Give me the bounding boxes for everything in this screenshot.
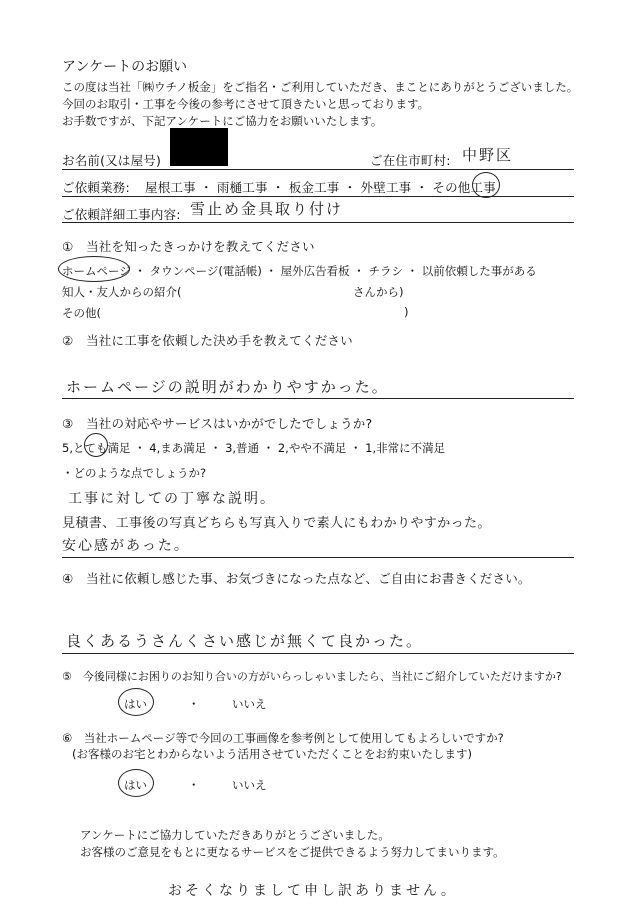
q3-scale: 5,とても満足 ・ 4,まあ満足 ・ 3,普通 ・ 2,やや不満足 ・ 1,非常に不満足 [62,441,446,455]
thanks-line-1: アンケートにご協力していただきありがとうございました。 [80,828,390,842]
intro-line-1: この度は当社「㈱ウチノ板金」をご指名・ご利用していただき、まことにありがとうございました。 [62,80,579,94]
q3-answer-line-2: 見積書、工事後の写真どちらも写真入りで素人にもわかりやすかった。 [62,516,491,531]
q1-referral-suffix: さんから) [353,285,404,299]
q5-question: ⑤ 今後同様にお困りのお知り合いの方がいらっしゃいましたら、当社にご紹介していただけますか? [62,670,562,683]
detail-underline [62,222,574,223]
name-label: お名前(又は屋号) [62,153,162,168]
q2-question: ② 当社に工事を依頼した決め手を教えてください [62,333,353,348]
thanks-line-2: お客様のご意見をもとに更なるサービスをご提供できるよう努力してまいります。 [80,845,505,859]
q2-answer: ホームページの説明がわかりやすかった。 [66,378,389,396]
q6-selection-circle [118,769,154,797]
q6-dot: ・ [188,778,200,792]
q1-other-label: その他( [62,306,101,320]
intro-line-2: 今回のお取引・工事を今後の参考にさせて頂きたいと思っております。 [62,97,430,111]
q4-answer: 良くあるうさんくさい感じが無くて良かった。 [66,632,424,650]
q1-options: ホームページ ・ タウンページ(電話帳) ・ 屋外広告看板 ・ チラシ ・ 以前依頼した事がある [62,264,537,278]
q6-note: (お客様のお宅とわからないよう活用させていただくことをお約束いたします) [72,747,472,761]
q4-underline [62,653,574,654]
q3-underline [62,557,574,558]
q1-referral-label: 知人・友人からの紹介( [62,285,182,299]
q2-underline [62,398,574,399]
detail-value: 雪止め金具取り付け [190,200,344,218]
q4-question: ④ 当社に依頼し感じた事、お気づきになった点など、ご自由にお書きください。 [62,571,531,586]
intro-line-3: お手数ですが、下記アンケートにご協力をお願いいたします。 [62,114,383,128]
q6-question: ⑥ 当社ホームページ等で今回の工事画像を参考例として使用してもよろしいですか? [62,731,504,745]
q3-answer-line-3: 安心感があった。 [62,538,190,554]
q5-selection-circle [118,688,154,716]
redacted-name [170,128,228,166]
q5-yes: はい [124,697,147,711]
q1-selection-circle [58,256,130,282]
type-selection-circle [472,172,500,198]
name-underline [62,169,574,170]
q3-followup: ・どのような点でしょうか? [62,466,207,480]
type-label: ご依頼業務: [62,180,130,195]
city-value: 中野区 [462,146,514,164]
q3-question: ③ 当社の対応やサービスはいかがでしたでしょうか? [62,416,373,431]
q6-no: いいえ [232,778,267,792]
detail-label: ご依頼詳細工事内容: [62,207,181,222]
page-title: アンケートのお願い [62,59,188,75]
q6-yes: はい [124,778,147,792]
q5-no: いいえ [232,697,267,711]
type-underline [62,196,574,197]
q3-answer-line-1: 工事に対しての丁寧な説明。 [68,491,276,507]
closing-note: おそくなりまして申し訳ありません。 [168,883,458,899]
q3-selection-circle [84,433,108,457]
q5-dot: ・ [188,697,200,711]
city-label: ご在住市町村: [370,153,451,168]
type-options: 屋根工事 ・ 雨樋工事 ・ 板金工事 ・ 外壁工事 ・ その他工事 [145,180,496,195]
q1-question: ① 当社を知ったきっかけを教えてください [62,239,315,254]
q1-other-close: ) [404,305,409,319]
